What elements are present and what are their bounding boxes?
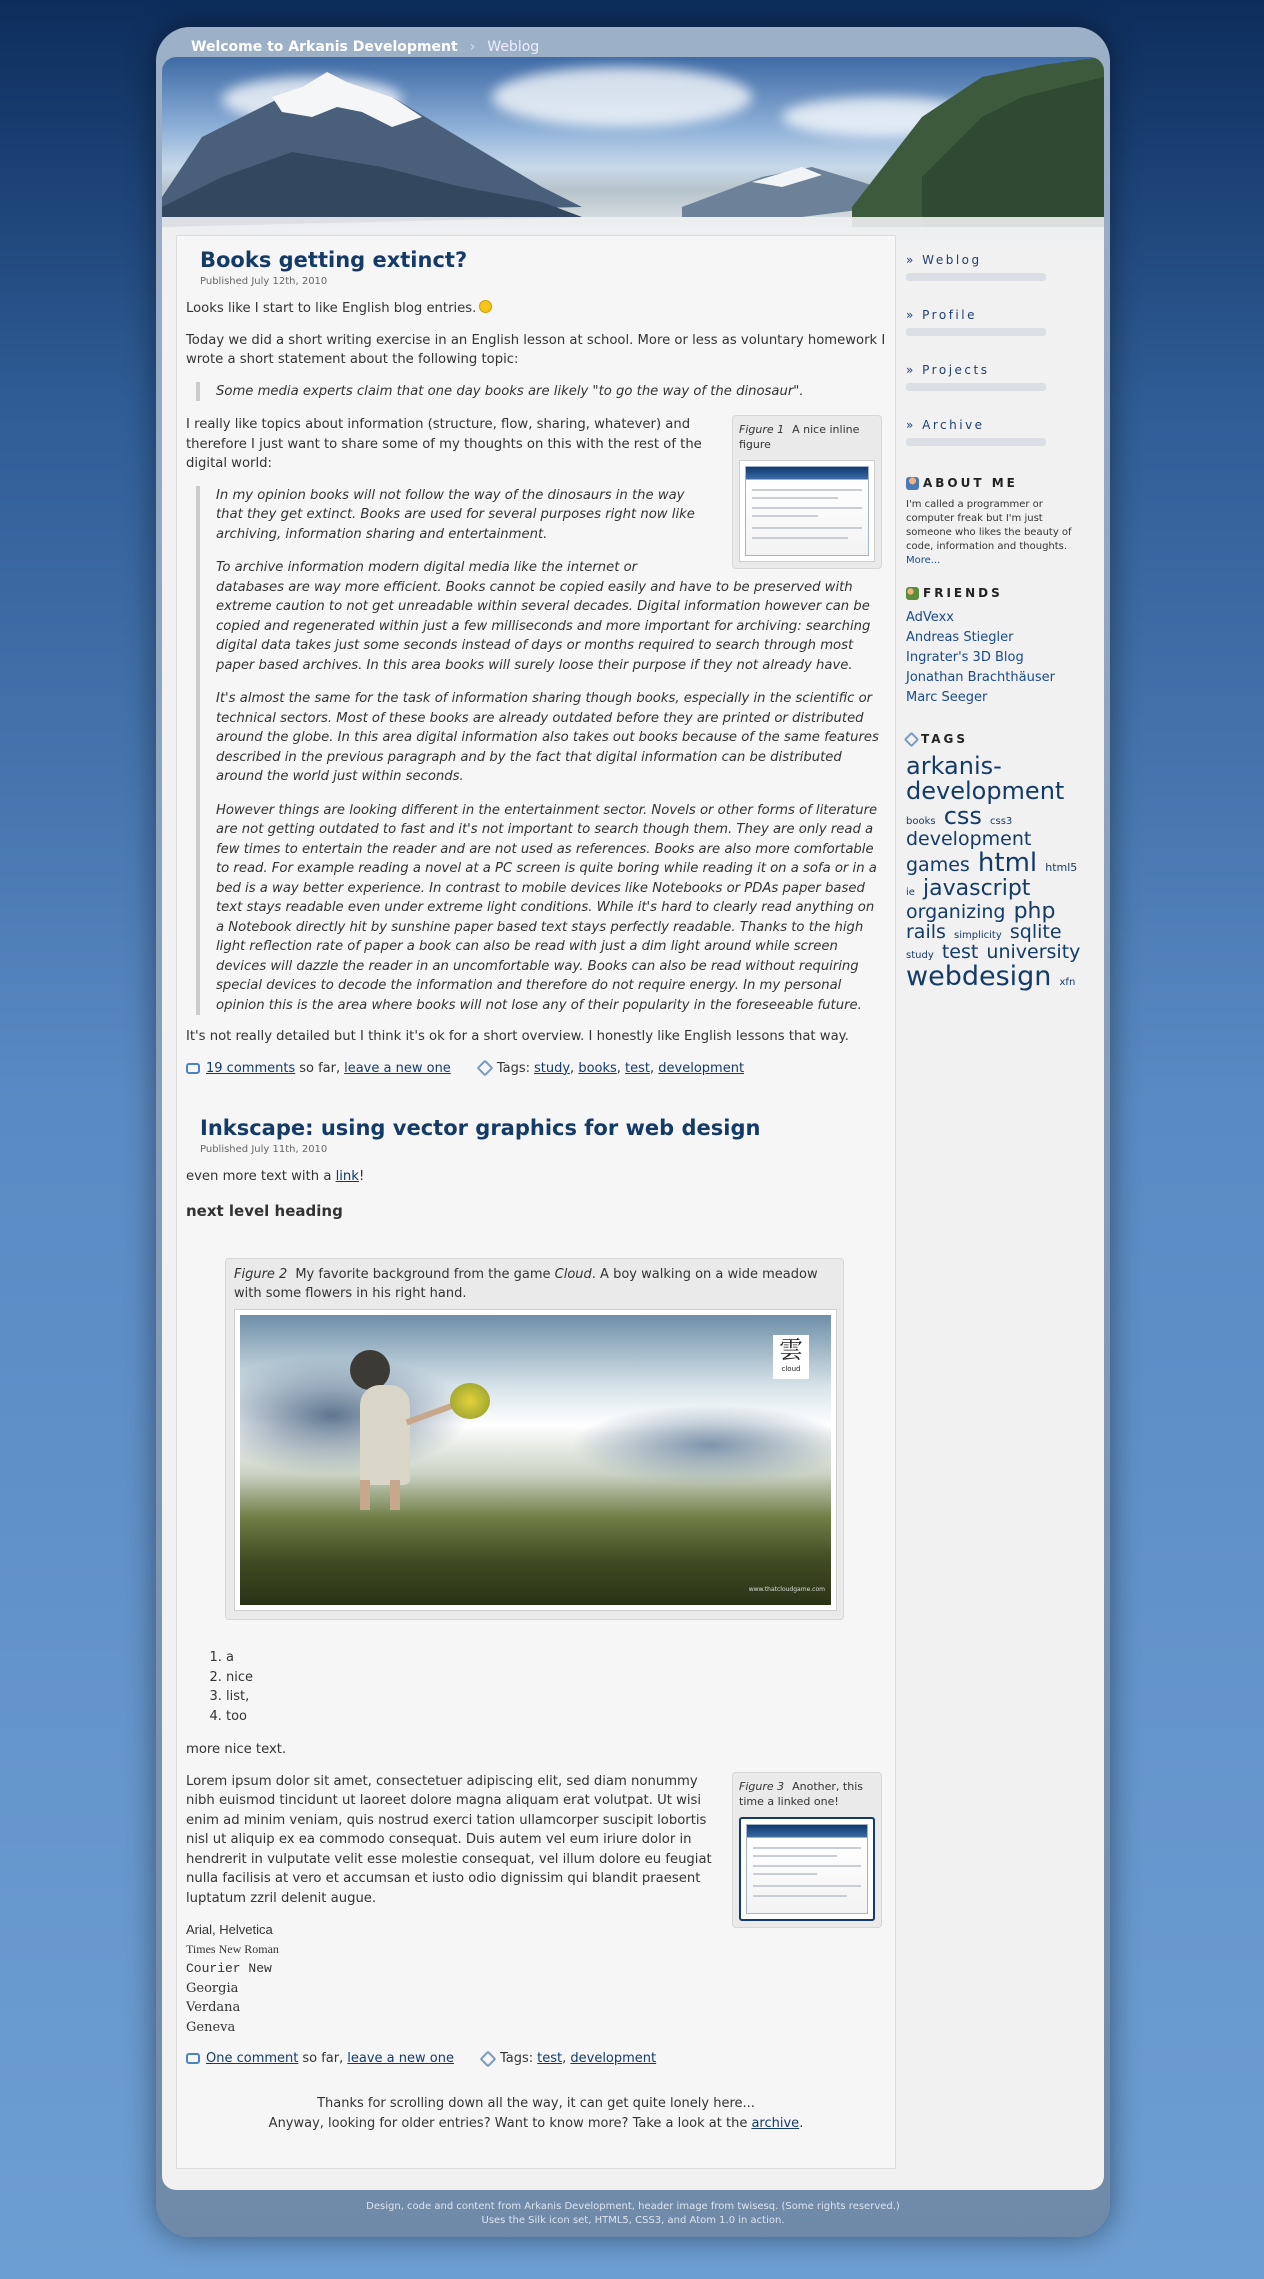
quote-text: Some media experts claim that one day books are likely "to go the way of the dinosaur". xyxy=(216,383,804,399)
logo-glyph: 雲 xyxy=(779,1336,803,1364)
figure-inline xyxy=(732,415,882,569)
sidebar xyxy=(906,253,1086,991)
game-name: Cloud xyxy=(554,1267,592,1282)
tag-cloud-link[interactable]: organizing xyxy=(906,900,1006,923)
closing-note xyxy=(177,2094,895,2134)
so-far-text: so far, xyxy=(299,1060,341,1076)
tag-cloud-link[interactable]: css xyxy=(943,802,982,831)
post-meta: 19 comments so far, leave a new one Tags: study , books , test , development xyxy=(186,1061,886,1076)
friend-link[interactable]: Marc Seeger xyxy=(906,690,988,705)
figure-number: Figure 3 xyxy=(739,1779,785,1793)
quote-paragraph: In my opinion books will not follow the way of the dinosaurs in the way that they get extinct. Books are used for several purposes right now like archiving, information sharing and entertainment. xyxy=(216,487,695,542)
sidebar-item-label: » Profile xyxy=(906,308,977,322)
comment-icon xyxy=(186,1063,200,1074)
comments-link[interactable]: One comment xyxy=(206,2051,299,2066)
ordered-list xyxy=(226,1648,886,1726)
about-body: I'm called a programmer or computer freak but I'm just someone who likes the beauty of code, information and thoughts. xyxy=(906,499,1072,552)
list-item: 2. nice xyxy=(226,1668,886,1688)
header-image xyxy=(162,57,1104,247)
figure-caption: Another, this time a linked one! xyxy=(739,1779,863,1808)
figure-linked xyxy=(732,1772,882,1928)
punctuation: ! xyxy=(358,1168,365,1184)
friends-list xyxy=(906,608,1086,708)
font-sample: Geneva xyxy=(186,2019,236,2035)
figure-number: Figure 2 xyxy=(234,1267,288,1282)
figure-caption: A nice inline figure xyxy=(739,423,860,451)
comment-icon xyxy=(186,2053,200,2064)
tags-title: TAGS xyxy=(921,732,969,746)
about-title: ABOUT ME xyxy=(923,476,1018,490)
sidebar-item-weblog[interactable] xyxy=(906,253,1086,281)
post-paragraph: Lorem ipsum dolor sit amet, consectetuer adipiscing elit, sed diam nonummy nibh euismod tincidunt ut laoreet dolore magna aliquam erat volutpat. Ut wisi enim ad minim veniam, quis nostrud exerci tation ullamcorper suscipit lobortis nisl ut aliquip ex ea commodo consequat. Duis autem vel eum iriure dolor in hendrerit in vulputate velit esse molestie consequat, vel illum dolore eu feugiat nulla facilisis at vero et accumsan et iusto odio dignissim qui blandit praesent luptatum zzril delenit augue. xyxy=(186,1773,712,1906)
inline-link[interactable]: link xyxy=(335,1168,359,1184)
more-link[interactable]: More... xyxy=(906,555,941,566)
footer-line: Uses the Silk icon set, HTML5, CSS3, and Atom 1.0 in action. xyxy=(481,2215,785,2226)
tag-cloud-link[interactable]: html xyxy=(977,847,1038,878)
post-title[interactable]: Inkscape: using vector graphics for web design xyxy=(200,1115,761,1140)
site-title-link[interactable]: Welcome to Arkanis Development xyxy=(191,39,458,55)
cloud-image xyxy=(234,1309,837,1611)
font-sample: Georgia xyxy=(186,1980,239,1996)
closing-line: Anyway, looking for older entries? Want to know more? Take a look at the xyxy=(268,2116,748,2131)
friend-link[interactable]: Ingrater's 3D Blog xyxy=(906,650,1024,665)
font-sample: Courier New xyxy=(186,1961,272,1976)
footer-line: Design, code and content from Arkanis Development, header image from twisesq. (Some rights reserved.) xyxy=(366,2201,900,2212)
friends-icon xyxy=(906,587,919,600)
friend-link[interactable]: Jonathan Brachthäuser xyxy=(906,670,1055,685)
tag-icon xyxy=(904,731,920,747)
logo-text: cloud xyxy=(781,1365,801,1373)
tag-cloud-link[interactable]: webdesign xyxy=(906,960,1052,992)
tag-cloud xyxy=(906,754,1086,991)
tag-cloud-link[interactable]: arkanis-development xyxy=(906,752,1065,806)
blog-post xyxy=(177,1116,895,2067)
tag-icon xyxy=(476,1060,493,1077)
about-heading xyxy=(906,476,1086,490)
post-title[interactable]: Books getting extinct? xyxy=(200,248,468,272)
breadcrumb-separator: › xyxy=(469,39,476,55)
sidebar-item-profile[interactable] xyxy=(906,308,1086,336)
tag-link[interactable]: books xyxy=(578,1060,617,1076)
tags-heading xyxy=(906,732,1086,746)
quote-paragraph: It's almost the same for the task of information sharing though books, especially in the scientific or technical sectors. Most of these books are already outdated before they are printed or distributed around the globe. In this area digital information also takes out books because of the same features described in the previous paragraph and by the fact that digital information can be distributed around the world just within seconds. xyxy=(216,691,879,784)
post-meta: One comment so far, leave a new one Tags: test , development xyxy=(186,2051,886,2066)
font-sample: Verdana xyxy=(186,2000,241,2015)
quote-paragraph: To archive information modern digital media like the internet or databases are way more efficient. Books cannot be copied easily and have to be preserved with extreme caution to not get unreadable within several decades. Digital information however can be copied and regenerated within just a few milliseconds and more important for archiving: searching digital data takes just some seconds instead of days or months required to search through most paper based archives. In this area books will surely loose their purpose if they not already have. xyxy=(216,560,871,673)
post-paragraph: I really like topics about information (structure, flow, sharing, whatever) and therefore I just want to share some of my thoughts on this with the rest of the digital world: xyxy=(186,417,702,471)
post-paragraph: Today we did a short writing exercise in an English lesson at school. More or less as voluntary homework I wrote a short statement about the following topic: xyxy=(186,332,886,367)
tag-cloud-link[interactable]: ie xyxy=(906,886,915,898)
figure-thumbnail xyxy=(739,460,875,562)
user-icon xyxy=(906,477,919,490)
post-date: Published July 11th, 2010 xyxy=(200,1143,328,1155)
tag-cloud-link[interactable]: php xyxy=(1013,898,1056,924)
tag-cloud-link[interactable]: study xyxy=(906,949,934,961)
closing-line: Thanks for scrolling down all the way, it can get quite lonely here... xyxy=(317,2096,755,2111)
friends-heading xyxy=(906,586,1086,600)
font-sample: Times New Roman xyxy=(186,1941,279,1956)
tags-label: Tags: xyxy=(496,1060,530,1076)
figure-number: Figure 1 xyxy=(739,423,785,436)
sidebar-item-archive[interactable] xyxy=(906,418,1086,446)
tags-label: Tags: xyxy=(499,2051,534,2066)
sidebar-item-label: » Weblog xyxy=(906,253,982,267)
tag-cloud-link[interactable]: development xyxy=(906,827,1032,850)
mountains-graphic xyxy=(162,57,1104,247)
tag-link[interactable]: test xyxy=(625,1060,651,1076)
blog-post xyxy=(177,236,895,1076)
tag-link[interactable]: test xyxy=(537,2051,563,2066)
post-date: Published July 12th, 2010 xyxy=(200,276,328,287)
quote-paragraph: However things are looking different in the entertainment sector. Novels or other forms of literature are not getting outdated to fast and it's not important to search though them. They are only read a few times to entertain the reader and are not used as references. Books are also more comfortable to read. For example reading a novel at a PC screen is quite boring while reading it on a sofa or in a bed is a way better experience. In contrast to mobile devices like Notebooks or PDAs paper based text stays readable even under extreme light conditions. While it's hard to clearly read anything on a Notebook directly hit by sunshine paper based text stays perfectly readable. Thanks to the high light reflection rate of paper a book can also be read with just a dim light around while screen devices will dazzle the reader in an uncomfortable way. Books can also be read without requiring special devices to decode the information and therefore do not require energy. In my personal opinion this is the area where books will not lose any of their popularity in the foreseeable future. xyxy=(216,802,878,1013)
friend-link[interactable]: Andreas Stiegler xyxy=(906,630,1014,645)
leave-comment-link[interactable]: leave a new one xyxy=(347,2051,454,2066)
tag-cloud-link[interactable]: xfn xyxy=(1059,976,1076,988)
post-paragraph: Looks like I start to like English blog entries. xyxy=(186,301,477,316)
list-item: 4. too xyxy=(226,1707,886,1727)
tag-cloud-link[interactable]: university xyxy=(986,940,1081,963)
tag-cloud-link[interactable]: css3 xyxy=(989,816,1013,828)
friends-title: FRIENDS xyxy=(923,586,1003,600)
figure-large xyxy=(225,1258,844,1620)
archive-link[interactable]: archive xyxy=(751,2116,800,2131)
tag-link[interactable]: study xyxy=(533,1060,571,1076)
page-shell xyxy=(156,27,1110,2237)
about-text xyxy=(906,498,1086,568)
font-samples xyxy=(186,1920,886,2037)
punctuation: . xyxy=(799,2116,804,2131)
sidebar-item-projects[interactable] xyxy=(906,363,1086,391)
list-item: 3. list, xyxy=(226,1687,886,1707)
tag-link[interactable]: development xyxy=(658,1060,745,1076)
tag-cloud-link[interactable]: html5 xyxy=(1045,860,1078,874)
post-paragraph: even more text with a xyxy=(186,1168,332,1184)
tag-cloud-link[interactable]: games xyxy=(906,853,970,876)
quote-topic xyxy=(196,382,886,402)
figure-caption: My favorite background from the game xyxy=(295,1267,551,1282)
leave-comment-link[interactable]: leave a new one xyxy=(344,1060,451,1076)
post-paragraph: more nice text. xyxy=(186,1742,287,1757)
sub-heading: next level heading xyxy=(186,1202,343,1220)
image-credit: www.thatcloudgame.com xyxy=(748,1586,825,1593)
tag-link[interactable]: development xyxy=(570,2051,657,2066)
post-paragraph: It's not really detailed but I think it's ok for a short overview. I honestly like English lessons that way. xyxy=(186,1029,849,1044)
footer xyxy=(156,2200,1110,2228)
tag-cloud-link[interactable]: books xyxy=(906,816,936,828)
font-sample: Arial, Helvetica xyxy=(186,1922,273,1937)
list-item: 1. a xyxy=(226,1648,886,1668)
content-column xyxy=(176,235,896,2169)
cloud-logo xyxy=(773,1335,809,1379)
tag-icon xyxy=(479,2050,496,2067)
tag-cloud-link[interactable]: rails xyxy=(906,920,946,943)
figure-thumbnail-link[interactable] xyxy=(739,1817,875,1921)
smiley-icon xyxy=(479,300,492,313)
comments-link[interactable]: 19 comments xyxy=(206,1060,296,1076)
tag-cloud-link[interactable]: sqlite xyxy=(1009,920,1062,943)
friend-link[interactable]: AdVexx xyxy=(906,610,954,625)
sidebar-item-label: » Archive xyxy=(906,418,985,432)
sidebar-item-label: » Projects xyxy=(906,363,990,377)
breadcrumb-current: Weblog xyxy=(487,39,540,55)
tag-cloud-link[interactable]: simplicity xyxy=(954,929,1002,941)
tag-cloud-link[interactable]: test xyxy=(941,940,979,963)
so-far-text: so far, xyxy=(302,2051,344,2066)
tag-cloud-link[interactable]: javascript xyxy=(923,875,1031,901)
figure-caption-rest: . A boy walking on a wide meadow with some flowers in his right hand. xyxy=(234,1267,818,1301)
